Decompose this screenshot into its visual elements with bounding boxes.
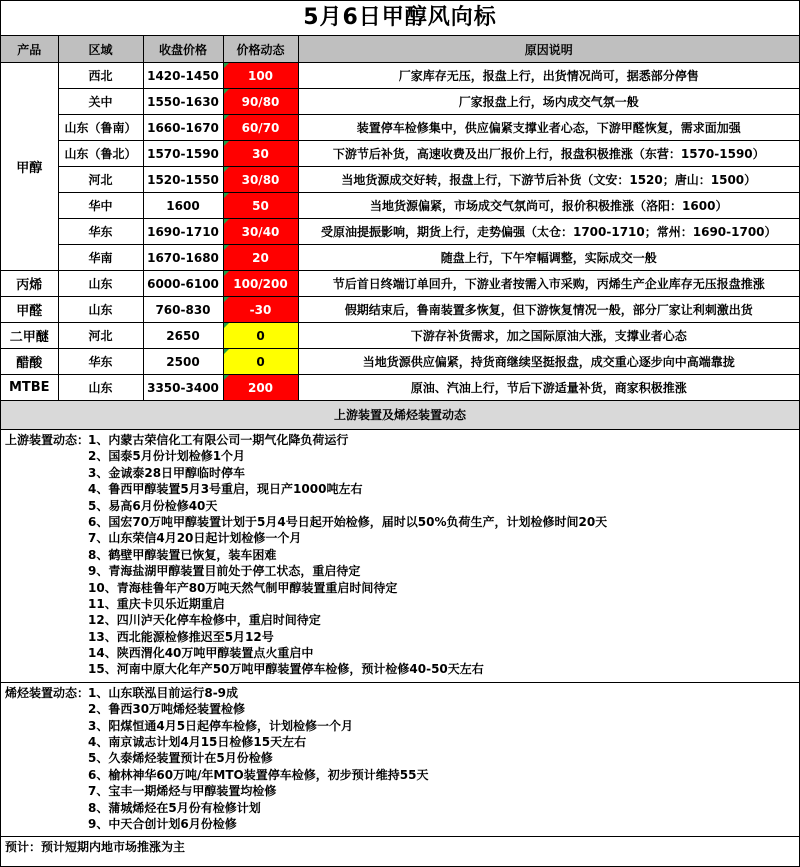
list-item (5, 718, 799, 734)
price-change-cell: 0 (223, 349, 298, 375)
product-name: 醋酸 (1, 349, 58, 375)
list-item-text: 2、鲁西30万吨烯烃装置检修 (88, 702, 246, 717)
reason-cell: 假期结束后，鲁南装置多恢复，但下游恢复情况一般，部分厂家让利刺激出货 (298, 297, 799, 323)
close-price-cell: 6000-6100 (143, 271, 223, 297)
reason-cell: 当地货源成交好转，报盘上行，下游节后补货（文安：1520；唐山：1500） (298, 167, 799, 193)
table-row (1, 193, 799, 219)
indent-spacer (5, 816, 88, 832)
price-change-cell: 90/80 (223, 89, 298, 115)
price-change-cell: 0 (223, 323, 298, 349)
list-item (5, 465, 799, 481)
region-cell: 华东 (58, 349, 143, 375)
price-change-cell: 200 (223, 375, 298, 401)
reason-cell: 装置停车检修集中，供应偏紧支撑业者心态，下游甲醛恢复，需求面加强 (298, 115, 799, 141)
indent-spacer (5, 530, 88, 546)
list-item (5, 612, 799, 628)
list-item (5, 563, 799, 579)
indent-spacer (5, 800, 88, 816)
price-change-cell: 50 (223, 193, 298, 219)
region-cell: 西北 (58, 63, 143, 89)
region-cell: 山东 (58, 297, 143, 323)
indent-spacer (5, 734, 88, 750)
close-price-cell: 1570-1590 (143, 141, 223, 167)
indent-spacer (5, 481, 88, 497)
list-item (5, 816, 799, 832)
region-cell: 山东（鲁北） (58, 141, 143, 167)
list-item-text: 7、宝丰一期烯烃与甲醇装置均检修 (88, 784, 277, 799)
region-cell: 山东（鲁南） (58, 115, 143, 141)
table-row (1, 167, 799, 193)
list-item (5, 530, 799, 546)
price-change-cell: 30/40 (223, 219, 298, 245)
close-price-cell: 1660-1670 (143, 115, 223, 141)
price-change-cell: 30 (223, 141, 298, 167)
list-item-text: 7、山东荣信4月20日起计划检修一个月 (88, 531, 302, 546)
olefin-block (1, 683, 799, 838)
close-price-cell: 1690-1710 (143, 219, 223, 245)
list-item (5, 750, 799, 766)
reason-cell: 当地货源偏紧，市场成交气氛尚可，报价积极推涨（洛阳：1600） (298, 193, 799, 219)
upstream-list (5, 432, 799, 678)
region-cell: 山东 (58, 375, 143, 401)
forecast-note: 预计：预计短期内地市场推涨为主 (5, 840, 186, 855)
indent-spacer (5, 580, 88, 596)
indent-spacer (5, 783, 88, 799)
table-row (1, 245, 799, 271)
price-change-cell: 20 (223, 245, 298, 271)
indent-spacer (5, 661, 88, 677)
list-item-text: 5、易高6月份检修40天 (88, 498, 218, 513)
list-item (5, 734, 799, 750)
table-row (1, 297, 799, 323)
header-close-price: 收盘价格 (143, 36, 223, 63)
table-row (1, 89, 799, 115)
list-item (5, 629, 799, 645)
upstream-label: 上游装置动态： (5, 433, 90, 447)
table-row (1, 271, 799, 297)
list-item-text: 2、国泰5月份计划检修1个月 (88, 449, 246, 464)
reason-cell: 随盘上行，下午窄幅调整，实际成交一般 (298, 245, 799, 271)
list-item-text: 15、河南中原大化年产50万吨甲醇装置停车检修，预计检修40-50天左右 (88, 662, 484, 677)
page-title: 5月6日甲醇风向标 (1, 1, 799, 36)
list-item (5, 783, 799, 799)
header-price-change: 价格动态 (223, 36, 298, 63)
header-region: 区域 (58, 36, 143, 63)
table-row (1, 375, 799, 401)
list-item (5, 432, 799, 448)
list-item-text: 4、南京诚志计划4月15日检修15天左右 (88, 735, 307, 750)
list-item-text: 5、久泰烯烃装置预计在5月份检修 (88, 751, 273, 766)
indent-spacer (5, 718, 88, 734)
list-item (5, 514, 799, 530)
close-price-cell: 1550-1630 (143, 89, 223, 115)
reason-cell: 原油、汽油上行，节后下游适量补货，商家积极推涨 (298, 375, 799, 401)
list-item (5, 481, 799, 497)
list-item-text: 9、青海盐湖甲醇装置目前处于停工状态，重启待定 (88, 564, 361, 579)
list-item-text: 11、重庆卡贝乐近期重启 (88, 596, 225, 611)
close-price-cell: 2650 (143, 323, 223, 349)
indent-spacer (5, 701, 88, 717)
price-change-cell: 60/70 (223, 115, 298, 141)
product-name: 丙烯 (1, 271, 58, 297)
region-cell: 华南 (58, 245, 143, 271)
reason-cell: 厂家库存无压，报盘上行，出货情况尚可，据悉部分停售 (298, 63, 799, 89)
price-change-cell: 100 (223, 63, 298, 89)
indent-spacer (5, 448, 88, 464)
table-row (1, 349, 799, 375)
table-row (1, 323, 799, 349)
close-price-cell: 1520-1550 (143, 167, 223, 193)
indent-spacer (5, 498, 88, 514)
list-item-text: 4、鲁西甲醇装置5月3号重启，现日产1000吨左右 (88, 482, 363, 497)
reason-cell: 节后首日终端订单回升，下游业者按需入市采购，丙烯生产企业库存无压报盘推涨 (298, 271, 799, 297)
reason-cell: 受原油提振影响，期货上行，走势偏强（太仓：1700-1710；常州：1690-1700） (298, 219, 799, 245)
table-row (1, 141, 799, 167)
header-reason: 原因说明 (298, 36, 799, 63)
region-cell: 河北 (58, 167, 143, 193)
header-product: 产品 (1, 36, 58, 63)
reason-cell: 下游节后补货，高速收费及出厂报价上行，报盘积极推涨（东营：1570-1590） (298, 141, 799, 167)
list-item-text: 12、四川泸天化停车检修中，重启时间待定 (88, 613, 321, 628)
table-row (1, 115, 799, 141)
list-item (5, 685, 799, 701)
indent-spacer (5, 596, 88, 612)
product-name: 甲醛 (1, 297, 58, 323)
list-item-text: 10、青海桂鲁年产80万吨天然气制甲醇装置重启时间待定 (88, 580, 398, 595)
close-price-cell: 3350-3400 (143, 375, 223, 401)
indent-spacer (5, 563, 88, 579)
table-header-row (1, 36, 799, 63)
list-item (5, 767, 799, 783)
list-item (5, 580, 799, 596)
indent-spacer (5, 767, 88, 783)
olefin-label: 烯烃装置动态： (5, 685, 90, 700)
price-table-body (1, 63, 799, 401)
section-title: 上游装置及烯烃装置动态 (1, 401, 799, 430)
indent-spacer (5, 465, 88, 481)
list-item-text: 6、国宏70万吨甲醇装置计划于5月4号日起开始检修，届时以50%负荷生产，计划检修时间20天 (88, 514, 608, 529)
reason-cell: 厂家报盘上行，场内成交气氛一般 (298, 89, 799, 115)
list-item-text: 8、鹤壁甲醇装置已恢复，装车困难 (88, 547, 277, 562)
list-item (5, 596, 799, 612)
list-item-text: 13、西北能源检修推迟至5月12号 (88, 629, 274, 644)
list-item (5, 701, 799, 717)
indent-spacer (5, 514, 88, 530)
close-price-cell: 1600 (143, 193, 223, 219)
upstream-block (1, 430, 799, 683)
close-price-cell: 2500 (143, 349, 223, 375)
close-price-cell: 1420-1450 (143, 63, 223, 89)
list-item-text: 8、蒲城烯烃在5月份有检修计划 (88, 800, 261, 815)
list-item (5, 498, 799, 514)
close-price-cell: 1670-1680 (143, 245, 223, 271)
region-cell: 山东 (58, 271, 143, 297)
list-item-text: 1、山东联泓目前运行8-9成 (88, 685, 239, 700)
price-table (1, 36, 799, 401)
indent-spacer (5, 547, 88, 563)
table-row (1, 219, 799, 245)
close-price-cell: 760-830 (143, 297, 223, 323)
indent-spacer (5, 750, 88, 766)
list-item-text: 1、内蒙古荣信化工有限公司一期气化降负荷运行 (88, 433, 349, 447)
region-cell: 河北 (58, 323, 143, 349)
list-item-text: 3、阳煤恒通4月5日起停车检修，计划检修一个月 (88, 718, 354, 733)
indent-spacer (5, 612, 88, 628)
indent-spacer (5, 645, 88, 661)
list-item-text: 3、金诚泰28日甲醇临时停车 (88, 465, 246, 480)
list-item (5, 661, 799, 677)
price-change-cell: 100/200 (223, 271, 298, 297)
reason-cell: 当地货源供应偏紧，持货商继续坚挺报盘，成交重心逐步向中高端靠拢 (298, 349, 799, 375)
price-change-cell: -30 (223, 297, 298, 323)
table-row (1, 63, 799, 89)
product-name: MTBE (1, 375, 58, 401)
region-cell: 华中 (58, 193, 143, 219)
list-item-text: 6、榆林神华60万吨/年MTO装置停车检修，初步预计维持55天 (88, 767, 429, 782)
region-cell: 华东 (58, 219, 143, 245)
region-cell: 关中 (58, 89, 143, 115)
olefin-list (5, 685, 799, 833)
reason-cell: 下游存补货需求，加之国际原油大涨，支撑业者心态 (298, 323, 799, 349)
list-item (5, 800, 799, 816)
list-item (5, 448, 799, 464)
list-item (5, 547, 799, 563)
list-item (5, 645, 799, 661)
product-name: 甲醇 (1, 63, 58, 271)
list-item-text: 9、中天合创计划6月份检修 (88, 816, 237, 831)
list-item-text: 14、陕西渭化40万吨甲醇装置点火重启中 (88, 646, 314, 661)
price-change-cell: 30/80 (223, 167, 298, 193)
indent-spacer (5, 629, 88, 645)
product-name: 二甲醚 (1, 323, 58, 349)
